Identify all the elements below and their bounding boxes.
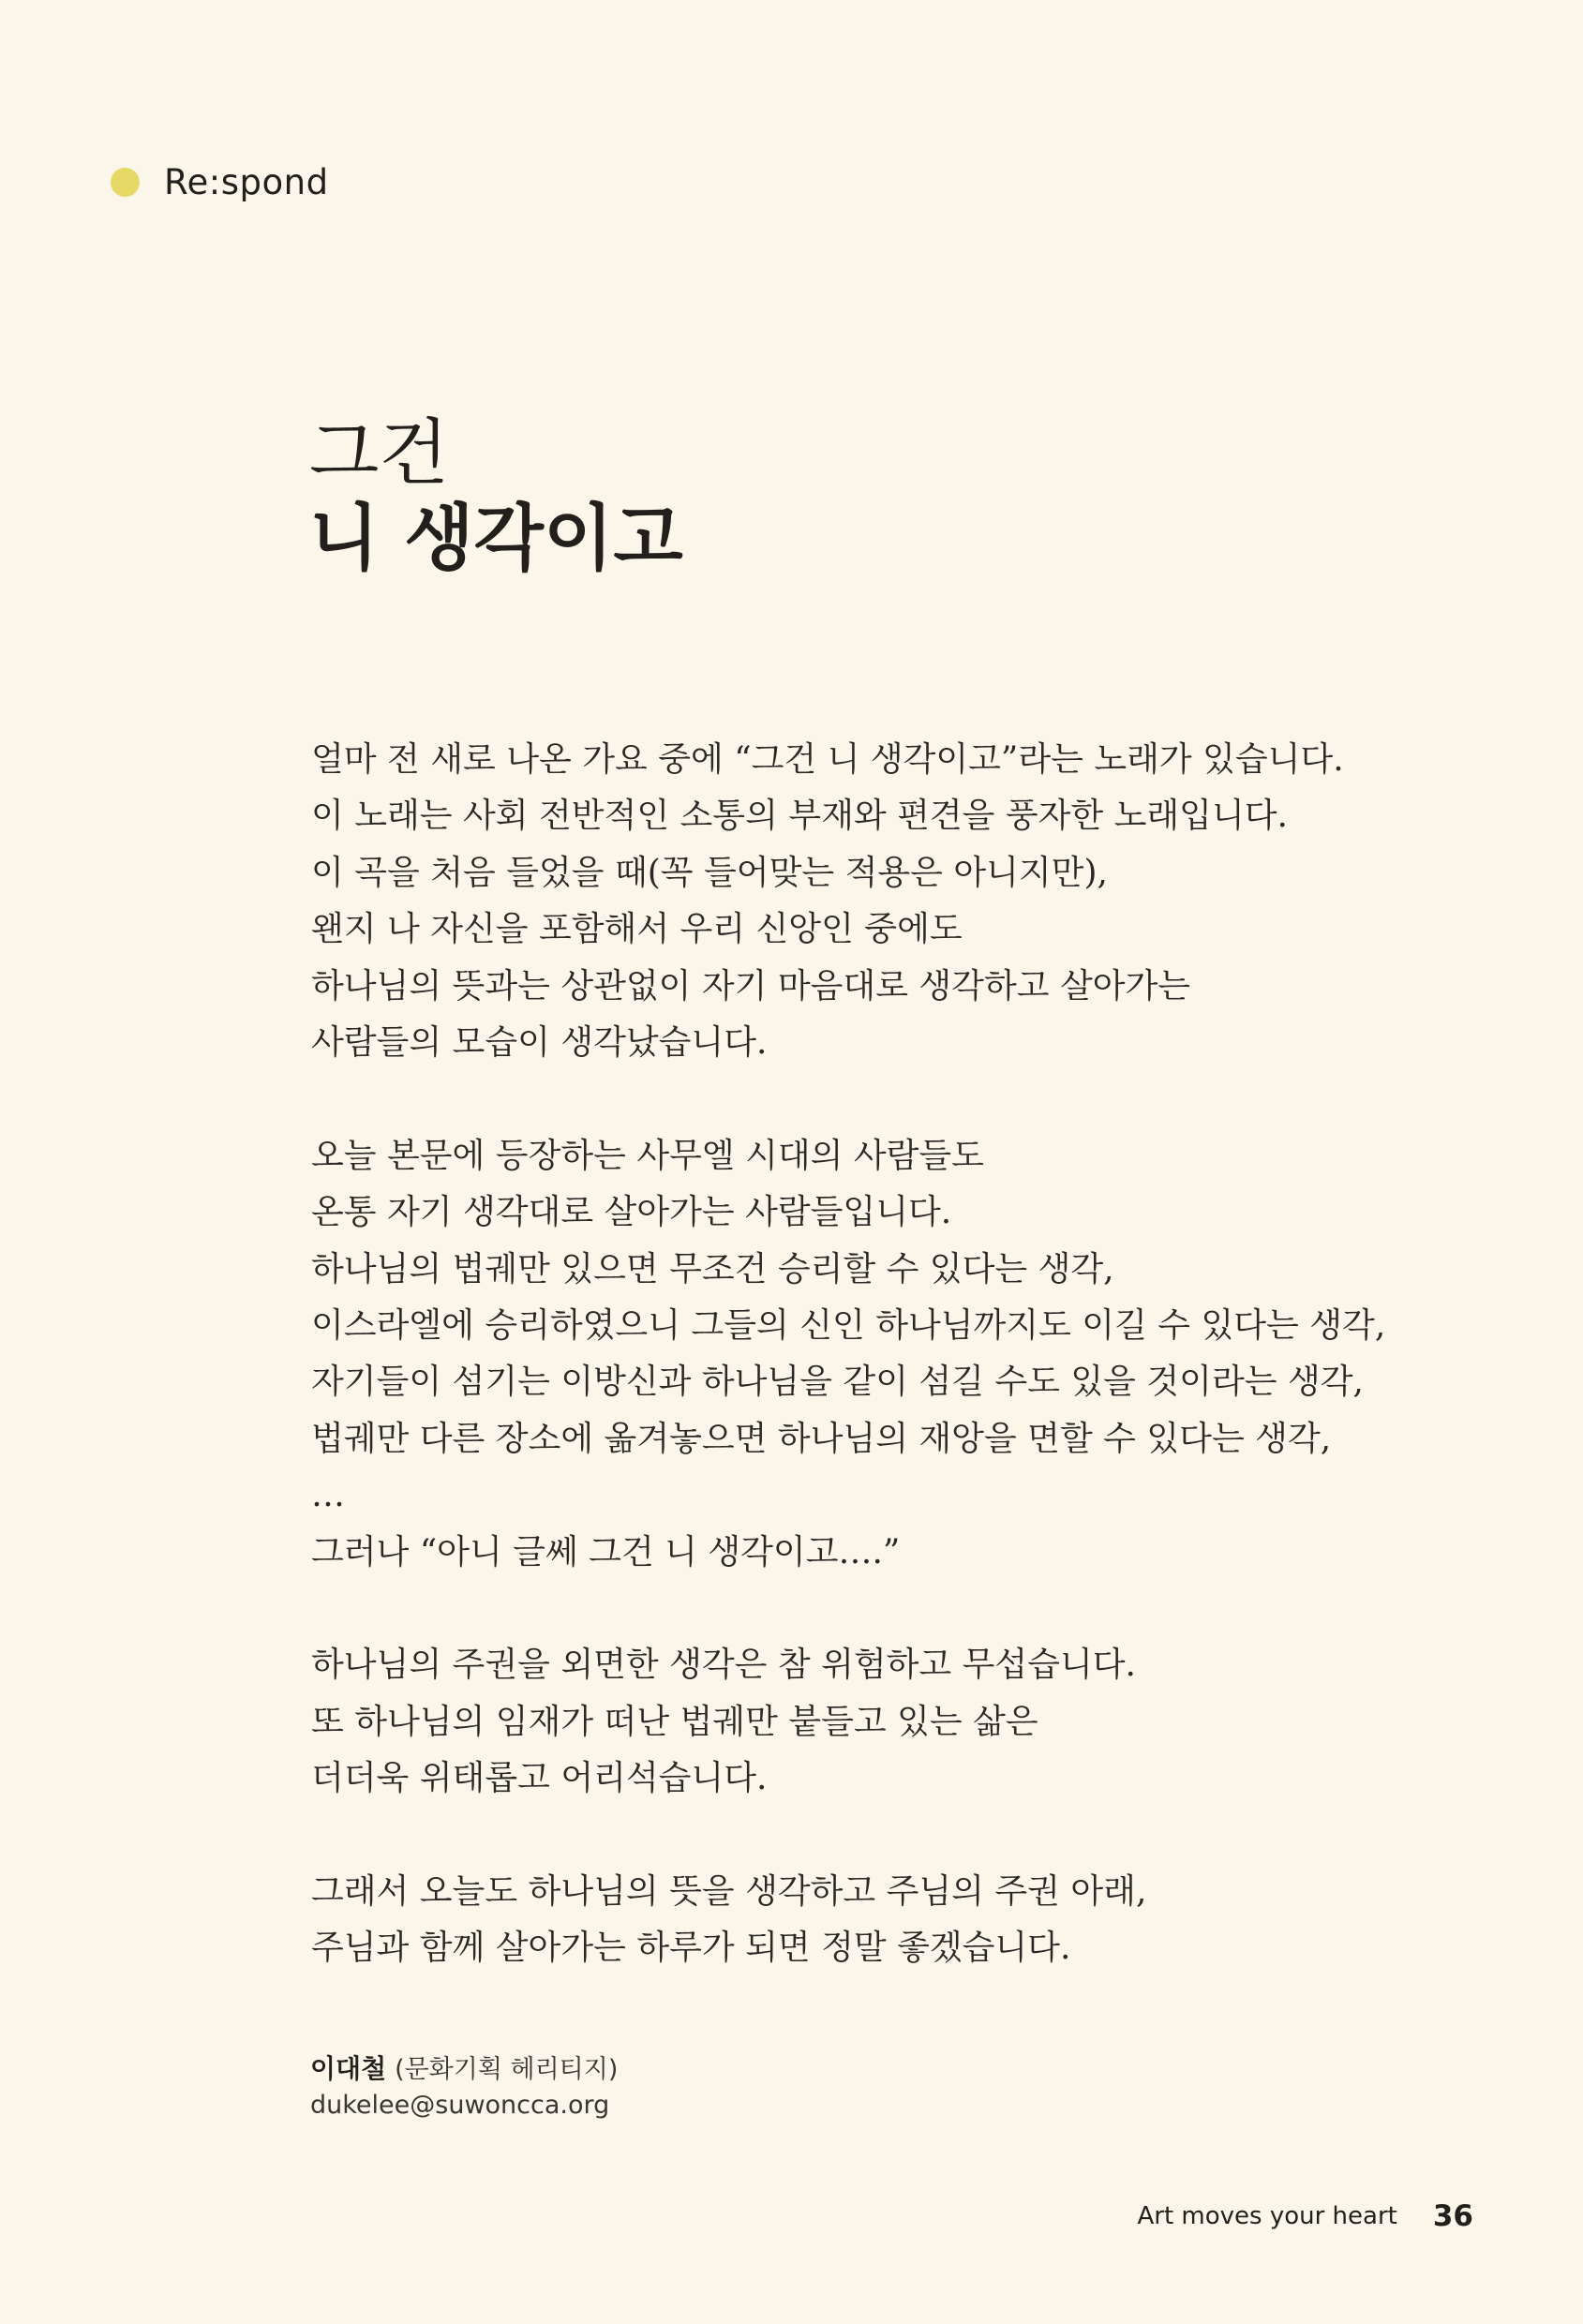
body-line: 얼마 전 새로 나온 가요 중에 “그건 니 생각이고”라는 노래가 있습니다. (311, 740, 1344, 779)
article-title (309, 412, 683, 581)
author-email: dukelee@suwoncca.org (310, 2091, 610, 2120)
body-line: 이스라엘에 승리하였으니 그들의 신인 하나님까지도 이길 수 있다는 생각, (311, 1306, 1386, 1346)
title-line-1: 그건 (309, 412, 449, 496)
body-line: 왠지 나 자신을 포함해서 우리 신앙인 중에도 (311, 910, 963, 949)
footer-tagline: Art moves your heart (1137, 2202, 1397, 2230)
page-number: 36 (1432, 2199, 1473, 2233)
body-line: 더더욱 위태롭고 어리석습니다. (311, 1759, 768, 1798)
paragraph-1 (311, 732, 1342, 1071)
article-body (311, 732, 1386, 1977)
body-line: 이 노래는 사회 전반적인 소통의 부재와 편견을 풍자한 노래입니다. (311, 797, 1288, 836)
body-line: 사람들의 모습이 생각났습니다. (311, 1023, 768, 1063)
body-line: 자기들이 섬기는 이방신과 하나님을 같이 섬길 수도 있을 것이라는 생각, (311, 1363, 1364, 1402)
body-line: 하나님의 뜻과는 상관없이 자기 마음대로 생각하고 살아가는 (311, 966, 1191, 1006)
section-tag (111, 157, 329, 206)
body-line: 또 하나님의 임재가 떠난 법궤만 붙들고 있는 삶은 (311, 1702, 1038, 1741)
page-footer (1137, 2193, 1473, 2240)
body-line: 법궤만 다른 장소에 옮겨놓으면 하나님의 재앙을 면할 수 있다는 생각, (311, 1419, 1332, 1458)
paragraph-4 (311, 1864, 1342, 1977)
body-line: 하나님의 주권을 외면한 생각은 참 위험하고 무섭습니다. (311, 1646, 1136, 1685)
body-line: 그러나 “아니 글쎄 그건 니 생각이고….” (311, 1532, 901, 1572)
body-line: 하나님의 법궤만 있으면 무조건 승리할 수 있다는 생각, (311, 1249, 1114, 1289)
body-line: 오늘 본문에 등장하는 사무엘 시대의 사람들도 (311, 1136, 984, 1175)
body-line: 이 곡을 처음 들었을 때(꼭 들어맞는 적용은 아니지만), (311, 853, 1108, 892)
section-dot-icon (111, 168, 140, 197)
body-line: 온통 자기 생각대로 살아가는 사람들입니다. (311, 1193, 952, 1232)
paragraph-3 (311, 1637, 1342, 1807)
author-info (310, 2051, 618, 2123)
body-line: 주님과 함께 살아가는 하루가 되면 정말 좋겠습니다. (311, 1929, 1071, 1968)
author-affiliation: (문화기획 헤리티지) (395, 2055, 619, 2084)
author-name: 이대철 (310, 2053, 387, 2084)
paragraph-2 (311, 1128, 1386, 1581)
body-line: 그래서 오늘도 하나님의 뜻을 생각하고 주님의 주권 아래, (311, 1872, 1147, 1912)
body-line: … (311, 1476, 345, 1515)
section-label: Re:spond (164, 161, 329, 202)
author-byline (310, 2051, 618, 2088)
title-line-2: 니 생각이고 (309, 497, 683, 581)
